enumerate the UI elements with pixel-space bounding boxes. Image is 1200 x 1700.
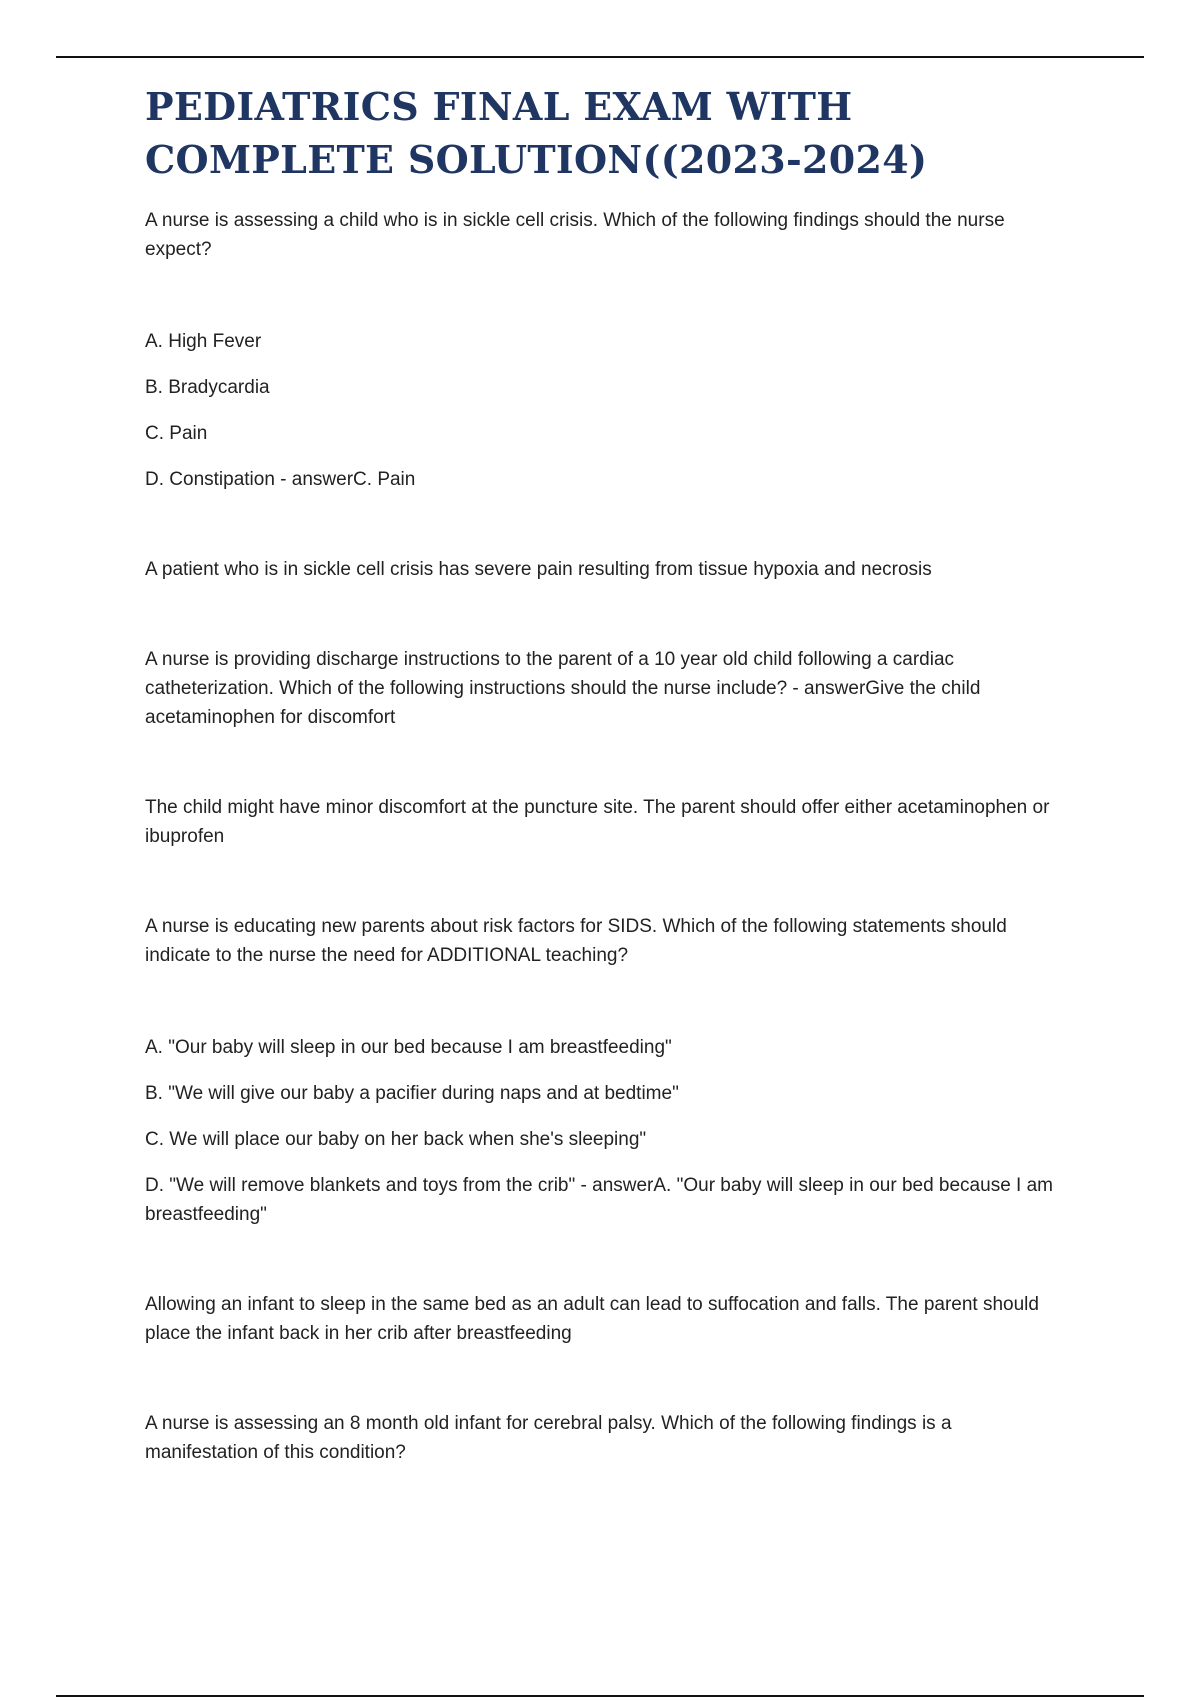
question-2: A nurse is providing discharge instructions to the parent of a 10 year old child following a cardiac catheterization. Which of the following instructions should the nurse include? - answerGive the child acetaminophen for discomfort <box>145 649 981 728</box>
q3-rationale: Allowing an infant to sleep in the same bed as an adult can lead to suffocation and falls. The parent should place the infant back in her crib after breastfeeding <box>145 1294 1039 1344</box>
bottom-rule <box>56 1695 1144 1697</box>
question-4: A nurse is assessing an 8 month old infant for cerebral palsy. Which of the following findings is a manifestation of this condition? <box>145 1413 952 1463</box>
document-page <box>145 80 1065 1467</box>
q1-option-c: C. Pain <box>145 423 208 444</box>
q3-option-a: A. "Our baby will sleep in our bed because I am breastfeeding" <box>145 1037 672 1058</box>
question-1: A nurse is assessing a child who is in sickle cell crisis. Which of the following findings should the nurse expect? <box>145 210 1005 260</box>
q1-option-d-answer: D. Constipation - answerC. Pain <box>145 469 416 490</box>
q2-rationale: The child might have minor discomfort at the puncture site. The parent should offer either acetaminophen or ibuprofen <box>145 797 1050 847</box>
question-3: A nurse is educating new parents about risk factors for SIDS. Which of the following statements should indicate to the nurse the need for ADDITIONAL teaching? <box>145 916 1007 966</box>
q1-rationale: A patient who is in sickle cell crisis has severe pain resulting from tissue hypoxia and necrosis <box>145 559 932 580</box>
q1-option-a: A. High Fever <box>145 331 262 352</box>
q3-option-b: B. "We will give our baby a pacifier during naps and at bedtime" <box>145 1083 679 1104</box>
q3-option-c: C. We will place our baby on her back when she's sleeping" <box>145 1129 647 1150</box>
q1-option-b: B. Bradycardia <box>145 377 270 398</box>
q3-option-d-answer: D. "We will remove blankets and toys from the crib" - answerA. "Our baby will sleep in our bed because I am breastfeeding" <box>145 1175 1053 1225</box>
document-title: PEDIATRICS FINAL EXAM WITH COMPLETE SOLUTION((2023-2024) <box>145 84 928 182</box>
top-rule <box>56 56 1144 58</box>
